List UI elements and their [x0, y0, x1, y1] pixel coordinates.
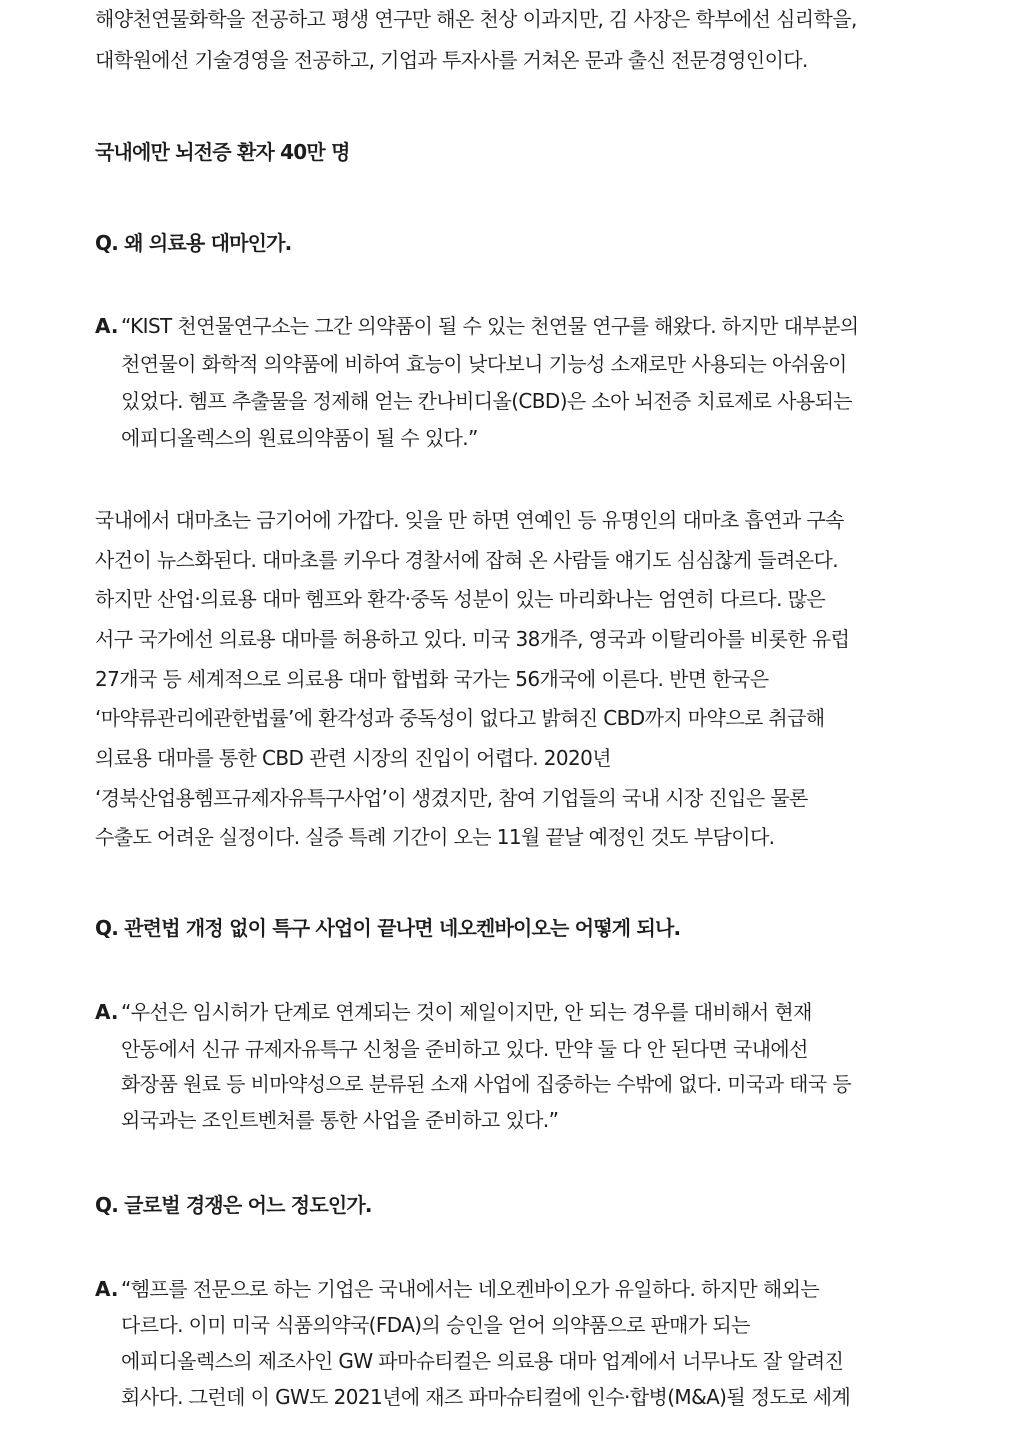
- answer-line: “KIST 천연물연구소는 그간 의약품이 될 수 있는 천연물 연구를 해왔다. 하지만 대부분의: [121, 314, 859, 338]
- section-subheading: 국내에만 뇌전증 환자 40만 명: [95, 140, 350, 164]
- body-line: ‘경북산업용헴프규제자유특구사업’이 생겼지만, 참여 기업들의 국내 시장 진입은 물론: [95, 786, 808, 810]
- answer-mark: A.: [95, 1000, 119, 1024]
- question-heading: Q. 관련법 개정 없이 특구 사업이 끝나면 네오켄바이오는 어떻게 되나.: [95, 916, 681, 940]
- answer-line: 안동에서 신규 규제자유특구 신청을 준비하고 있다. 만약 둘 다 안 된다면 국내에선: [121, 1037, 808, 1061]
- answer-line: 회사다. 그런데 이 GW도 2021년에 재즈 파마슈티컬에 인수·합병(M&A)될 정도로 세계: [121, 1385, 851, 1409]
- question-heading: Q. 왜 의료용 대마인가.: [95, 231, 292, 255]
- answer-line: “헴프를 전문으로 하는 기업은 국내에서는 네오켄바이오가 유일하다. 하지만 해외는: [121, 1277, 820, 1301]
- body-line: 27개국 등 세계적으로 의료용 대마 합법화 국가는 56개국에 이른다. 반면 한국은: [95, 667, 769, 691]
- body-line: 사건이 뉴스화된다. 대마초를 키우다 경찰서에 잡혀 온 사람들 얘기도 심심찮게 들려온다.: [95, 548, 839, 572]
- intro-line: 대학원에선 기술경영을 전공하고, 기업과 투자사를 거쳐온 문과 출신 전문경영인이다.: [95, 48, 808, 72]
- answer-mark: A.: [95, 314, 119, 338]
- answer-line: 다르다. 이미 미국 식품의약국(FDA)의 승인을 얻어 의약품으로 판매가 되는: [121, 1313, 750, 1337]
- answer-line: 천연물이 화학적 의약품에 비하여 효능이 낮다보니 기능성 소재로만 사용되는 아쉬움이: [121, 352, 847, 376]
- answer-line: 외국과는 조인트벤처를 통한 사업을 준비하고 있다.”: [121, 1108, 559, 1132]
- answer-line: 에피디올렉스의 원료의약품이 될 수 있다.”: [121, 426, 478, 450]
- answer-line: 있었다. 헴프 추출물을 정제해 얻는 칸나비디올(CBD)은 소아 뇌전증 치료제로 사용되는: [121, 389, 853, 413]
- intro-line: 해양천연물화학을 전공하고 평생 연구만 해온 천상 이과지만, 김 사장은 학부에선 심리학을,: [95, 7, 857, 31]
- body-line: 국내에서 대마초는 금기어에 가깝다. 잊을 만 하면 연예인 등 유명인의 대마초 흡연과 구속: [95, 508, 844, 532]
- question-heading: Q. 글로벌 경쟁은 어느 정도인가.: [95, 1193, 372, 1217]
- body-line: 하지만 산업·의료용 대마 헴프와 환각·중독 성분이 있는 마리화나는 엄연히 다르다. 많은: [95, 587, 826, 611]
- answer-line: 화장품 원료 등 비마약성으로 분류된 소재 사업에 집중하는 수밖에 없다. 미국과 태국 등: [121, 1072, 852, 1096]
- answer-line: 에피디올렉스의 제조사인 GW 파마슈티컬은 의료용 대마 업계에서 너무나도 잘 알려진: [121, 1349, 844, 1373]
- body-line: 의료용 대마를 통한 CBD 관련 시장의 진입이 어렵다. 2020년: [95, 746, 612, 770]
- answer-line: “우선은 임시허가 단계로 연계되는 것이 제일이지만, 안 되는 경우를 대비해서 현재: [121, 1000, 812, 1024]
- answer-mark: A.: [95, 1277, 119, 1301]
- body-line: ‘마약류관리에관한법률’에 환각성과 중독성이 없다고 밝혀진 CBD까지 마약으로 취급해: [95, 706, 825, 730]
- body-line: 수출도 어려운 실정이다. 실증 특례 기간이 오는 11월 끝날 예정인 것도 부담이다.: [95, 825, 775, 849]
- body-line: 서구 국가에선 의료용 대마를 허용하고 있다. 미국 38개주, 영국과 이탈리아를 비롯한 유럽: [95, 627, 850, 651]
